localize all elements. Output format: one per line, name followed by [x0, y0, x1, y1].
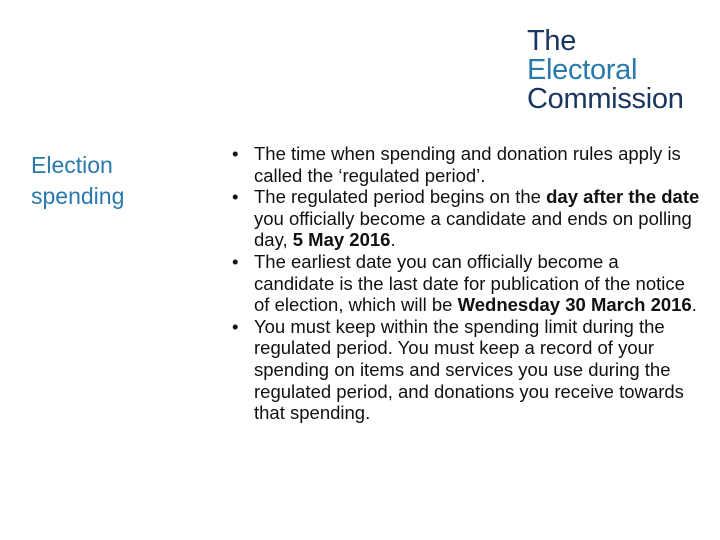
bullet-dot-icon: • — [232, 250, 239, 272]
electoral-commission-logo — [527, 27, 712, 114]
bullet-text-post: . — [691, 294, 697, 316]
bullet-text: You must keep within the spending limit during the regulated period. You must keep a record of your spending on items and services you use during the regulated period, and donations you receive towards that spending. — [254, 315, 684, 424]
bullet-text-post: . — [390, 229, 396, 251]
bullet-text-mid: you officially become a candidate and ends on polling day, — [254, 207, 692, 251]
bullet-dot-icon: • — [232, 186, 239, 208]
bullet-item-spending-limit — [232, 316, 702, 424]
bullet-emphasis-day-after: day after the date — [546, 186, 700, 208]
section-title — [31, 150, 191, 212]
logo-line-the: The — [527, 25, 577, 57]
bullet-text: The time when spending and donation rules apply is called the ‘regulated period’. — [254, 143, 681, 186]
bullet-text-pre: The earliest date you can officially become a candidate is the last date for publication of the notice of election, which will be — [254, 250, 685, 316]
section-title-line2: spending — [31, 183, 125, 209]
logo-line-electoral: Electoral — [527, 54, 638, 86]
bullet-text-pre: The regulated period begins on the — [254, 186, 547, 208]
bullet-emphasis-notice-date: Wednesday 30 March 2016 — [457, 294, 692, 316]
logo-line-commission: Commission — [527, 83, 684, 115]
section-title-line1: Election — [31, 152, 113, 178]
bullet-item-regulated-period-definition — [232, 143, 702, 186]
bullet-dot-icon: • — [232, 143, 239, 164]
bullet-emphasis-polling-date: 5 May 2016 — [292, 229, 391, 251]
bullet-item-earliest-candidate-date — [232, 251, 702, 316]
bullet-list — [232, 143, 702, 424]
bullet-dot-icon: • — [232, 315, 239, 337]
bullet-item-regulated-period-dates — [232, 186, 702, 251]
